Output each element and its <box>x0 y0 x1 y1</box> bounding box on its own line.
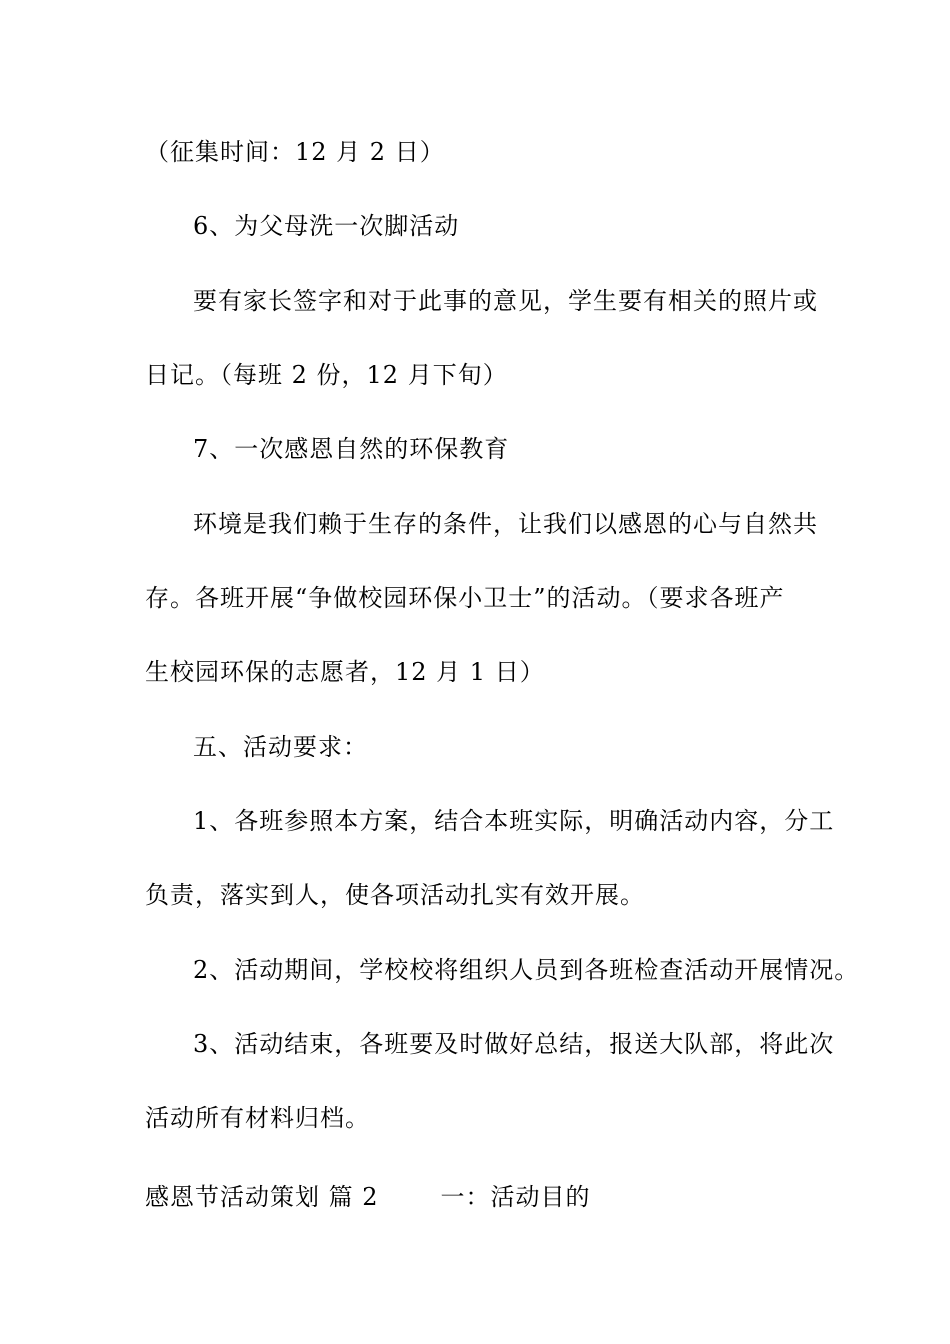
paragraph-line: 日记。（每班 2 份，12 月下旬） <box>145 361 508 389</box>
paragraph-line: 负责，落实到人，使各项活动扎实有效开展。 <box>145 881 645 909</box>
section-heading: 五、活动要求： <box>193 733 368 761</box>
paragraph-line: 7、一次感恩自然的环保教育 <box>193 435 510 463</box>
paragraph-line: （征集时间：12 月 2 日） <box>145 138 445 166</box>
paragraph-line: 生校园环保的志愿者，12 月 1 日） <box>145 658 545 686</box>
paragraph-line: 环境是我们赖于生存的条件，让我们以感恩的心与自然共 <box>193 510 818 538</box>
section-title-line <box>145 1182 591 1212</box>
section-subtitle: 一：活动目的 <box>440 1183 591 1211</box>
paragraph-line: 6、为父母洗一次脚活动 <box>193 212 460 240</box>
paragraph-line: 3、活动结束，各班要及时做好总结，报送大队部，将此次 <box>193 1030 835 1058</box>
paragraph-line: 活动所有材料归档。 <box>145 1104 370 1132</box>
paragraph-line: 要有家长签字和对于此事的意见，学生要有相关的照片或 <box>193 287 818 315</box>
section-title: 感恩节活动策划 篇 2 <box>145 1183 379 1211</box>
paragraph-line: 存。各班开展“争做校园环保小卫士”的活动。（要求各班产 <box>145 584 785 612</box>
paragraph-line: 1、各班参照本方案，结合本班实际，明确活动内容，分工 <box>193 807 835 835</box>
paragraph-line: 2、活动期间，学校校将组织人员到各班检查活动开展情况。 <box>193 956 860 984</box>
